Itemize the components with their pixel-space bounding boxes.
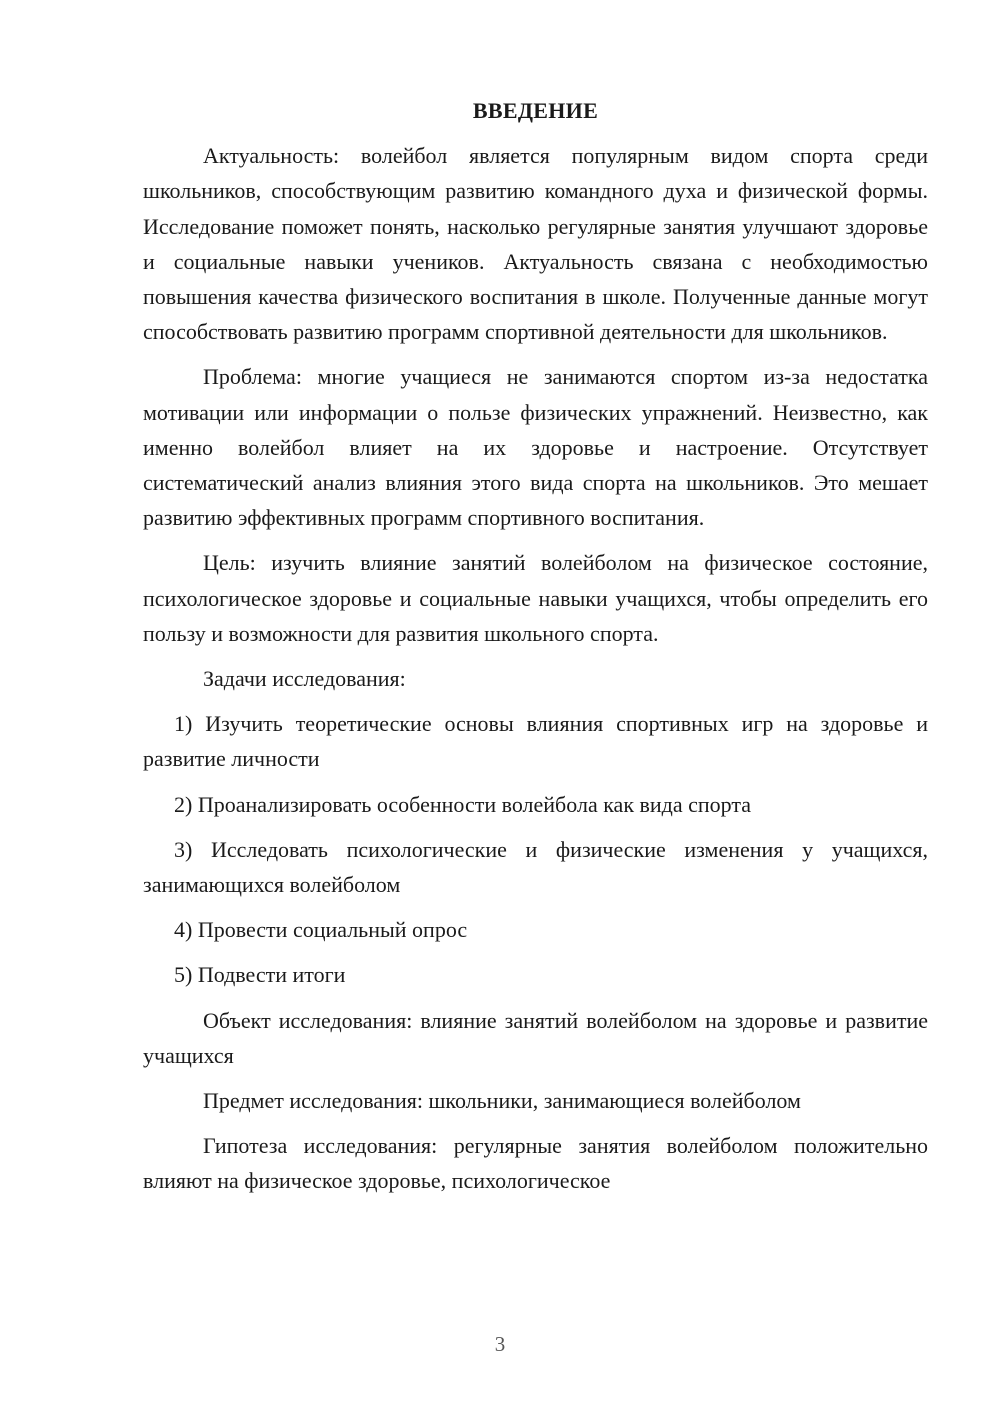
relevance-paragraph: Актуальность: волейбол является популярным видом спорта среди школьников, способствующим развитию командного духа и физической формы. Исследование поможет понять, насколько регулярные занятия улучшают здоровье и социальные навыки учеников. Актуальность связана с необходимостью повышения качества физического воспитания в школе. Полученные данные могут способствовать развитию программ спортивной деятельности для школьников. [143,143,928,345]
section-heading: ВВЕДЕНИЕ [472,98,599,123]
tasks-heading: Задачи исследования: [203,666,406,692]
hypothesis-paragraph: Гипотеза исследования: регулярные занятия волейболом положительно влияют на физическое здоровье, психологическое [143,1133,928,1194]
subject-paragraph: Предмет исследования: школьники, занимающиеся волейболом [203,1088,801,1114]
object-paragraph: Объект исследования: влияние занятий волейболом на здоровье и развитие учащихся [143,1007,928,1068]
task-item-3: 3) Исследовать психологические и физические изменения у учащихся, занимающихся волейболом [143,836,928,898]
problem-paragraph: Проблема: многие учащиеся не занимаются спортом из-за недостатка мотивации или информации о пользе физических упражнений. Неизвестно, как именно волейбол влияет на их здоровье и настроение. Отсутствует систематический анализ влияния этого вида спорта на школьников. Это мешает развитию эффективных программ спортивного воспитания. [143,364,928,531]
task-item-5: 5) Подвести итоги [174,962,346,988]
page-number: 3 [494,1332,506,1356]
document-page [143,93,928,1209]
goal-paragraph: Цель: изучить влияние занятий волейболом на физическое состояние, психологическое здоровье и социальные навыки учащихся, чтобы определить его пользу и возможности для развития школьного спорта. [143,550,928,646]
task-item-4: 4) Провести социальный опрос [174,917,468,943]
task-item-1: 1) Изучить теоретические основы влияния спортивных игр на здоровье и развитие личности [143,711,928,772]
task-item-2: 2) Проанализировать особенности волейбола как вида спорта [174,791,752,817]
